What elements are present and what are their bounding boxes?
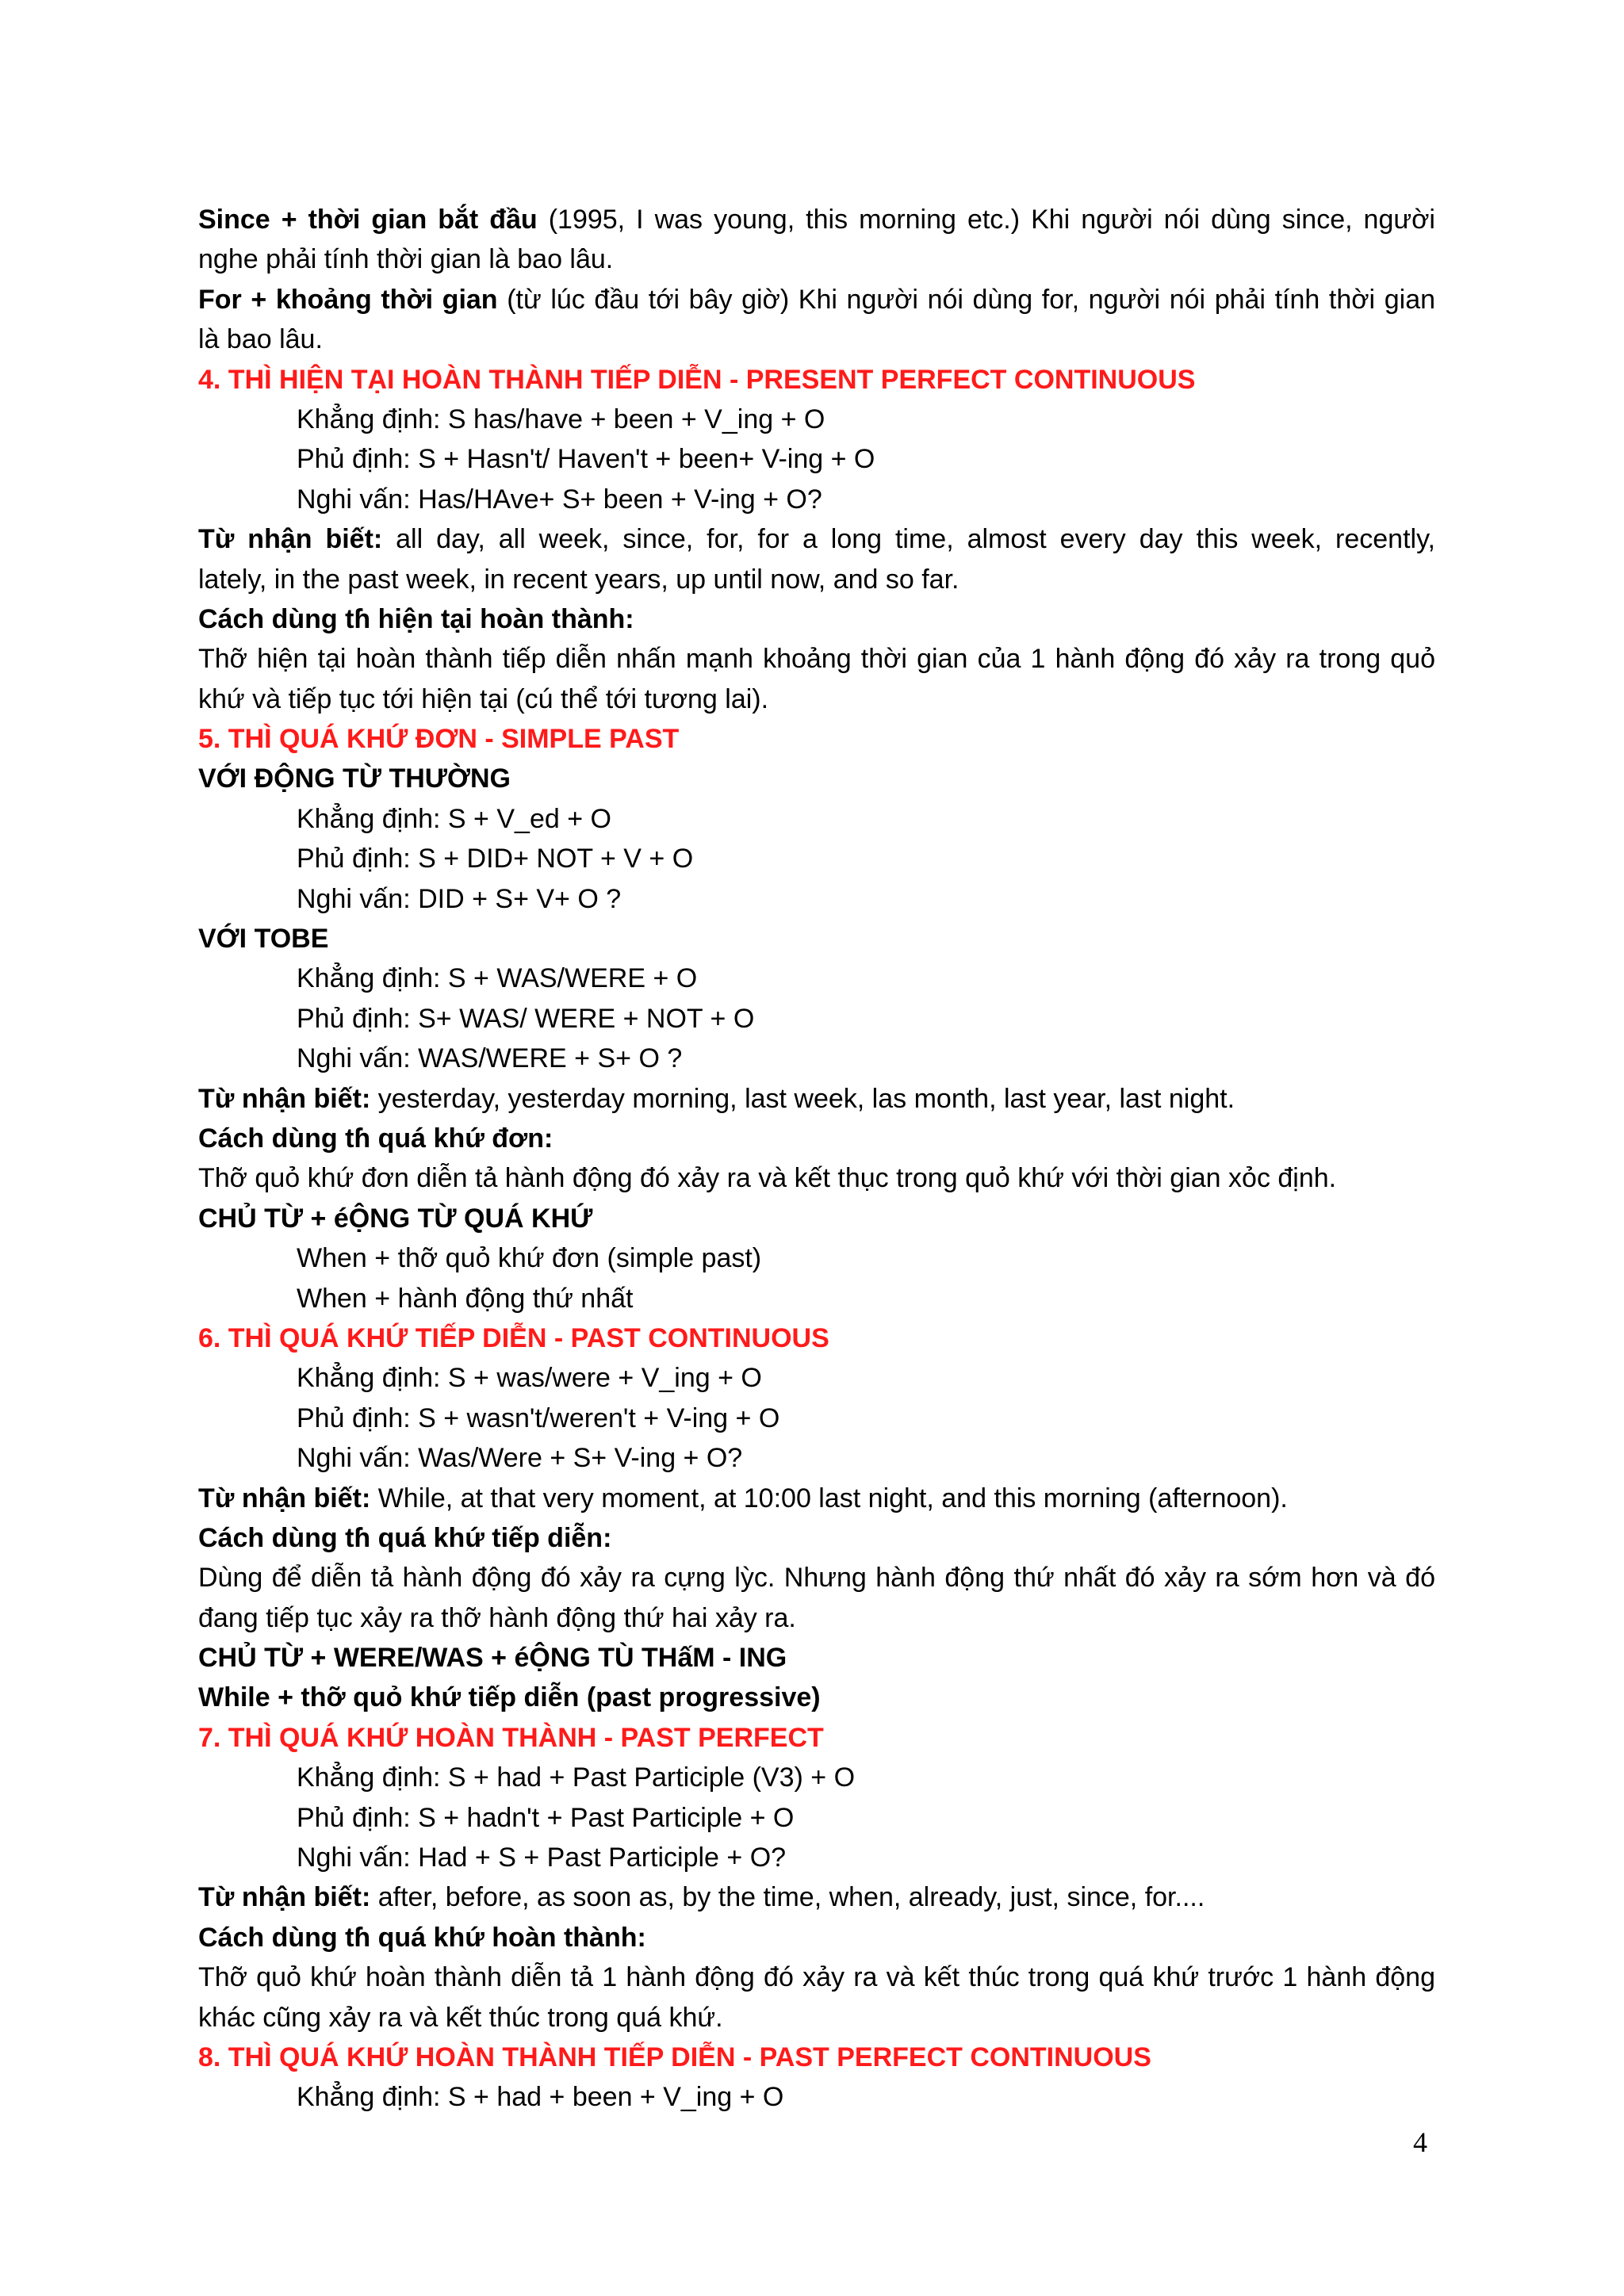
- text-line: [198, 1119, 1435, 1158]
- bold-label: CHỦ TỪ + WERE/WAS + éỘNG TÙ THấM - ING: [198, 1643, 787, 1674]
- body-text: lately, in the past week, in recent years, up until now, and so far.: [198, 564, 959, 595]
- formula-line: Khẳng định: S + was/were + V_ing + O: [297, 1363, 762, 1394]
- formula-line: Phủ định: S + Hasn't/ Haven't + been+ V-ing + O: [297, 444, 875, 475]
- bold-label: Cách dùng tɦ quá khứ tiếp diễn:: [198, 1522, 612, 1553]
- formula-line: Phủ định: S+ WAS/ WERE + NOT + O: [297, 1003, 755, 1034]
- text-line: [198, 1079, 1435, 1119]
- bold-label: Since + thời gian bắt đầu: [198, 205, 538, 235]
- body-text: yesterday, yesterday morning, last week, las month, last year, last night.: [370, 1083, 1235, 1114]
- bold-label: While + thỡ quỏ khứ tiếp diễn (past progressive): [198, 1682, 821, 1713]
- body-text: Thỡ hiện tại hoàn thành tiếp diễn nhấn mạnh khoảng thời gian của 1 hành động đó xảy ra trong quỏ: [198, 644, 1435, 675]
- formula-line: When + thỡ quỏ khứ đơn (simple past): [297, 1243, 762, 1274]
- formula-line: Nghi vấn: DID + S+ V+ O ?: [297, 883, 622, 914]
- bold-label: CHỦ TỪ + éỘNG TỪ QUÁ KHỨ: [198, 1203, 593, 1234]
- formula-line: Khẳng định: S + had + been + V_ing + O: [297, 2082, 784, 2113]
- body-text: Dùng để diễn tả hành động đó xảy ra cựng lỳc. Nhưng hành động thứ nhất đó xảy ra sớm hơn và đó: [198, 1563, 1435, 1594]
- body-text: (từ lúc đầu tới bây giờ) Khi người nói dùng for, người nói phải tính thời gian: [497, 284, 1435, 315]
- body-text: khứ và tiếp tục tới hiện tại (cú thể tới tương lai).: [198, 683, 769, 714]
- bold-label: VỚI ĐỘNG TỪ THƯỜNG: [198, 763, 511, 794]
- bold-label: Cách dùng tɦ quá khứ đơn:: [198, 1123, 553, 1154]
- text-line: [198, 599, 1435, 639]
- text-line: [198, 1479, 1435, 1518]
- body-text: (1995, I was young, this morning etc.) Khi người nói dùng since, người: [537, 205, 1435, 235]
- text-line: [198, 1877, 1435, 1917]
- formula-line: Khẳng định: S + WAS/WERE + O: [297, 963, 698, 994]
- text-line: [198, 519, 1435, 559]
- text-line: [198, 560, 1435, 599]
- formula-line: Nghi vấn: WAS/WERE + S+ O ?: [297, 1043, 683, 1074]
- text-line: [198, 1918, 1435, 1957]
- formula-line: Phủ định: S + hadn't + Past Participle + O: [297, 1802, 795, 1833]
- bold-label: Từ nhận biết:: [198, 1483, 371, 1513]
- bold-label: Từ nhận biết:: [198, 1882, 371, 1913]
- text-line: [198, 1957, 1435, 1997]
- body-text: all day, all week, since, for, for a long time, almost every day this week, recently,: [382, 524, 1435, 555]
- text-line: [198, 1518, 1435, 1558]
- document-body: [198, 200, 1435, 2118]
- text-line: [198, 320, 1435, 359]
- text-line: [198, 1678, 1435, 1717]
- text-line: [198, 679, 1435, 719]
- body-text: after, before, as soon as, by the time, when, already, just, since, for....: [370, 1882, 1205, 1913]
- section-heading: 7. THÌ QUÁ KHỨ HOÀN THÀNH - PAST PERFECT: [198, 1722, 824, 1753]
- body-text: khác cũng xảy ra và kết thúc trong quá khứ.: [198, 2002, 723, 2033]
- formula-line: Khẳng định: S has/have + been + V_ing + O: [297, 404, 825, 434]
- body-text: đang tiếp tục xảy ra thỡ hành động thứ hai xảy ra.: [198, 1602, 796, 1633]
- text-line: [198, 919, 1435, 959]
- section-heading: 5. THÌ QUÁ KHỨ ĐƠN - SIMPLE PAST: [198, 724, 680, 755]
- formula-line: When + hành động thứ nhất: [297, 1283, 634, 1314]
- text-line: [198, 1638, 1435, 1678]
- section-heading: 8. THÌ QUÁ KHỨ HOÀN THÀNH TIẾP DIỄN - PAST PERFECT CONTINUOUS: [198, 2042, 1151, 2072]
- bold-label: Cách dùng tɦ hiện tại hoàn thành:: [198, 603, 634, 634]
- text-line: [198, 1598, 1435, 1638]
- formula-line: Nghi vấn: Has/HAve+ S+ been + V-ing + O?: [297, 484, 822, 515]
- section-heading: 6. THÌ QUÁ KHỨ TIẾP DIỄN - PAST CONTINUOUS: [198, 1322, 829, 1353]
- bold-label: VỚI TOBE: [198, 924, 329, 955]
- body-text: nghe phải tính thời gian là bao lâu.: [198, 244, 614, 275]
- formula-line: Nghi vấn: Had + S + Past Participle + O?: [297, 1843, 787, 1873]
- bold-label: Cách dùng tɦ quá khứ hoàn thành:: [198, 1922, 646, 1953]
- body-text: là bao lâu.: [198, 324, 323, 355]
- text-line: [198, 1558, 1435, 1598]
- page-number: 4: [1413, 2126, 1427, 2158]
- formula-line: Khẳng định: S + had + Past Participle (V3) + O: [297, 1762, 856, 1793]
- body-text: Thỡ quỏ khứ đơn diễn tả hành động đó xảy ra và kết thục trong quỏ khứ với thời gian xỏc định.: [198, 1163, 1337, 1194]
- bold-label: Từ nhận biết:: [198, 524, 383, 555]
- formula-line: Nghi vấn: Was/Were + S+ V-ing + O?: [297, 1443, 743, 1474]
- body-text: While, at that very moment, at 10:00 last night, and this morning (afternoon).: [370, 1483, 1288, 1513]
- body-text: Thỡ quỏ khứ hoàn thành diễn tả 1 hành động đó xảy ra và kết thúc trong quá khứ trước 1 hành động: [198, 1962, 1435, 1993]
- formula-line: Phủ định: S + DID+ NOT + V + O: [297, 844, 694, 874]
- text-line: [198, 280, 1435, 320]
- text-line: [198, 639, 1435, 679]
- text-line: [198, 239, 1435, 279]
- formula-line: Phủ định: S + wasn't/weren't + V-ing + O: [297, 1402, 780, 1433]
- section-heading: 4. THÌ HIỆN TẠI HOÀN THÀNH TIẾP DIỄN - PRESENT PERFECT CONTINUOUS: [198, 364, 1196, 395]
- bold-label: Từ nhận biết:: [198, 1083, 371, 1114]
- formula-line: Khẳng định: S + V_ed + O: [297, 803, 611, 834]
- text-line: [198, 1158, 1435, 1198]
- text-line: [198, 200, 1435, 239]
- text-line: [198, 1199, 1435, 1238]
- text-line: [198, 1998, 1435, 2038]
- text-line: [198, 759, 1435, 798]
- bold-label: For + khoảng thời gian: [198, 284, 498, 315]
